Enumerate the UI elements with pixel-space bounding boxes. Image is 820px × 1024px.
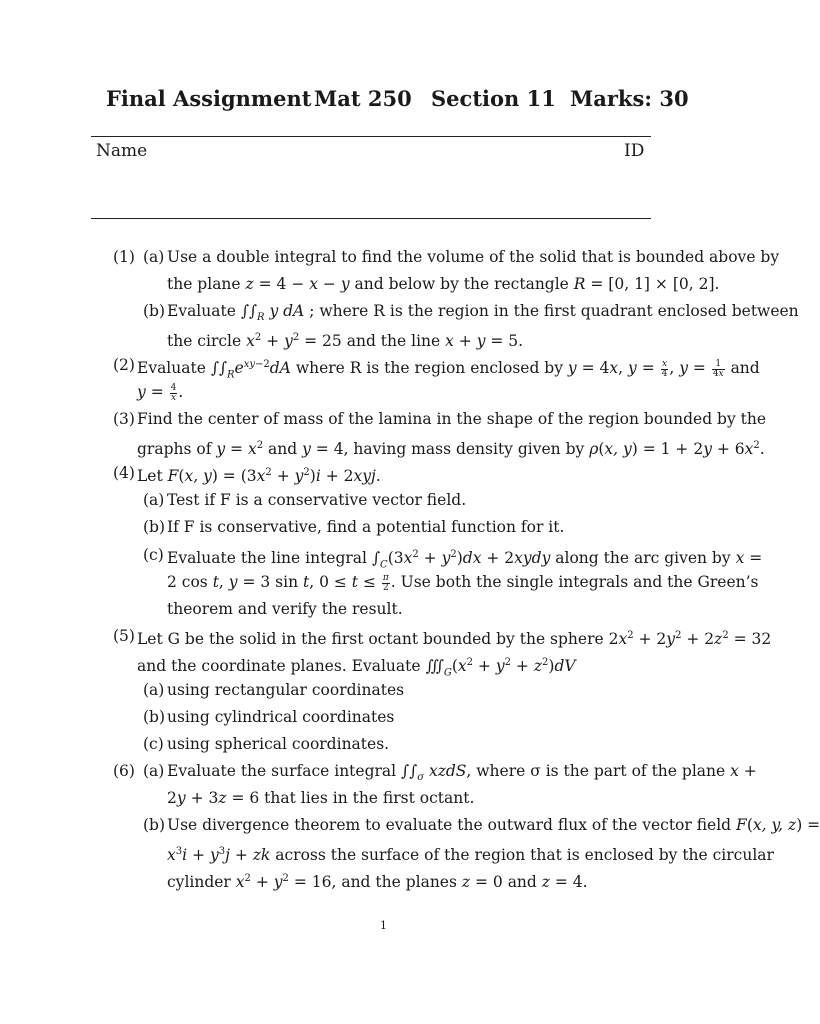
marks-label: Marks: 30 bbox=[570, 86, 689, 111]
question-1a-line2: the plane z = 4 − x − y and below by the rectangle R = [0, 1] × [0, 2]. bbox=[167, 275, 720, 293]
question-1b-label: (b) bbox=[143, 302, 166, 320]
question-4a-label: (a) bbox=[143, 491, 165, 509]
page-number: 1 bbox=[380, 919, 387, 932]
question-5-number: (5) bbox=[113, 627, 135, 645]
question-6a-line1: Evaluate the surface integral $\int\int_\sigma$ xzdS, where σ is the part of the plane x + bbox=[167, 762, 757, 784]
question-2-line2: y = $\frac{4}{x}$ . bbox=[137, 382, 184, 403]
question-4a-text: Test if F is a conservative vector field. bbox=[167, 491, 467, 509]
question-4b-label: (b) bbox=[143, 518, 166, 536]
question-4c-line1: Evaluate the line integral $\int_C(3x^2 + y^2)dx$ + 2xydy along the arc given by x = bbox=[167, 549, 763, 571]
question-5-line2: and the coordinate planes. Evaluate $∭_G(x^2 + y^2 + z^2)dV$ bbox=[137, 657, 576, 679]
question-1b-line1: Evaluate $\int\int_R$ y dA ; where R is the region in the first quadrant enclosed between bbox=[167, 302, 799, 324]
question-2-number: (2) bbox=[113, 356, 135, 374]
question-4c-line3: theorem and verify the result. bbox=[167, 600, 403, 618]
question-6b-line1: Use divergence theorem to evaluate the outward flux of the vector field F(x, y, z) = bbox=[167, 816, 820, 834]
question-3-line2: graphs of $y = x^2$ and y = 4, having mass density given by ρ(x, $y) = 1 + 2y + 6x^2$. bbox=[137, 440, 765, 459]
question-5a-label: (a) bbox=[143, 681, 165, 699]
id-label: ID bbox=[624, 141, 645, 161]
question-5a-text: using rectangular coordinates bbox=[167, 681, 405, 699]
question-4c-label: (c) bbox=[143, 546, 164, 564]
divider-bottom bbox=[91, 218, 651, 219]
question-6b-label: (b) bbox=[143, 816, 166, 834]
question-1-number: (1) bbox=[113, 248, 135, 266]
question-5c-text: using spherical coordinates. bbox=[167, 735, 390, 753]
question-3-line1: Find the center of mass of the lamina in the shape of the region bounded by the bbox=[137, 410, 767, 428]
question-5-line1: Let G be the solid in the first octant bounded by the sphere $2x^2 + 2y^2 + 2z^2 = 32$ bbox=[137, 630, 772, 649]
question-6b-line3: cylinder $x^2 + y^2 = 16$, and the planes z = 0 and z = 4. bbox=[167, 873, 588, 892]
question-5b-text: using cylindrical coordinates bbox=[167, 708, 395, 726]
question-1a-label: (a) bbox=[143, 248, 165, 266]
question-6a-label: (a) bbox=[143, 762, 165, 780]
divider-top bbox=[91, 136, 651, 137]
assignment-title: Final Assignment bbox=[106, 86, 312, 111]
question-6b-line2: $x^3i + y^3j$ + zk across the surface of the region that is enclosed by the circular bbox=[167, 846, 774, 865]
course-code: Mat 250 bbox=[314, 86, 412, 111]
question-3-number: (3) bbox=[113, 410, 135, 428]
question-6-number: (6) bbox=[113, 762, 135, 780]
section-label: Section 11 bbox=[431, 86, 556, 111]
name-label: Name bbox=[96, 141, 148, 161]
question-4c-line2: 2 cos t, y = 3 sin t, 0 ≤ t ≤ $\frac{\pi}{2}$ . Use both the single integrals and the Green’s bbox=[167, 572, 759, 593]
question-4b-text: If F is conservative, find a potential function for it. bbox=[167, 518, 565, 536]
question-5c-label: (c) bbox=[143, 735, 164, 753]
question-1b-line2: the circle $x^2 + y^2 = 25$ and the line x + y = 5. bbox=[167, 332, 524, 351]
question-5b-label: (b) bbox=[143, 708, 166, 726]
question-1a-line1: Use a double integral to find the volume of the solid that is bounded above by bbox=[167, 248, 780, 266]
question-4-number: (4) bbox=[113, 464, 135, 482]
question-4-line1: Let F(x, $y) = (3x^2 + y^2)i + 2xyj$. bbox=[137, 467, 381, 486]
question-6a-line2: 2y + 3z = 6 that lies in the first octant. bbox=[167, 789, 475, 807]
question-2-line1: Evaluate $\int\int_Re^{xy-2}dA$ where R is the region enclosed by y = 4x, y = $\frac{x}{4}$ , y = $\frac{1}{4x}$ and bbox=[137, 358, 760, 381]
